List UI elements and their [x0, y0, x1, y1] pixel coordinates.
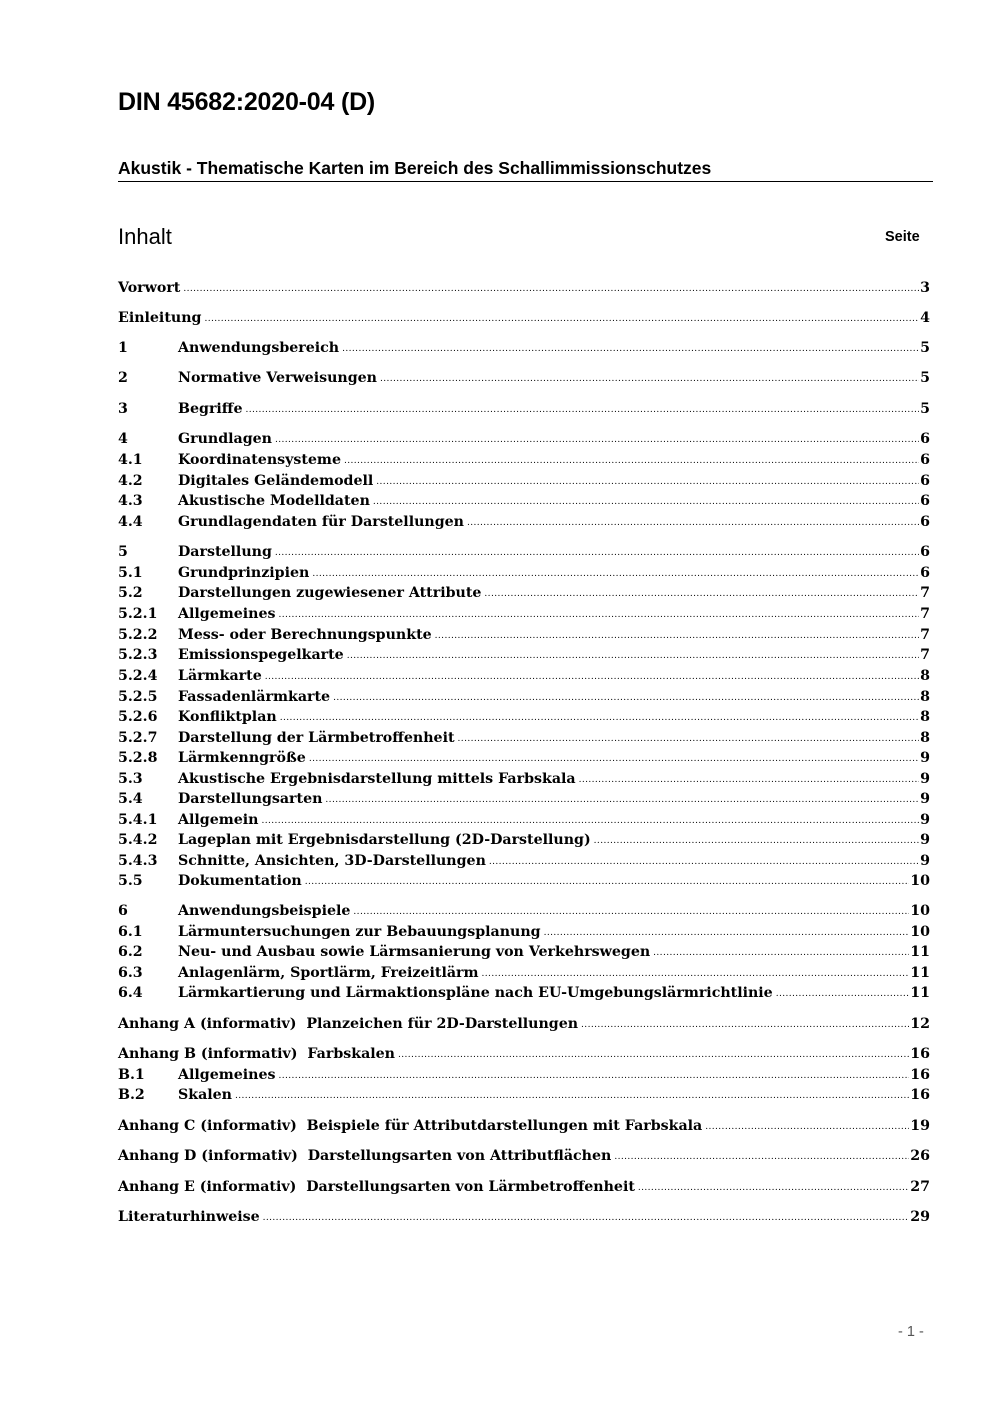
- toc-entry-page: 10: [910, 873, 930, 889]
- toc-entry-page: 5: [920, 340, 930, 356]
- toc-entry[interactable]: [118, 544, 930, 564]
- toc-entry-label: Lärmuntersuchungen zur Bebauungsplanung: [178, 924, 541, 940]
- toc-dot-leader: [458, 734, 920, 744]
- toc-entry-page: 12: [910, 1016, 930, 1032]
- toc-entry-number: 4.4: [118, 514, 143, 530]
- toc-dot-leader: [183, 284, 919, 294]
- toc-dot-leader: [279, 1071, 910, 1081]
- toc-entry-number: 5.4: [118, 791, 143, 807]
- toc-entry-label: Grundprinzipien: [178, 565, 310, 581]
- toc-dot-leader: [380, 374, 919, 384]
- toc-entry-page: 8: [920, 689, 930, 705]
- toc-entry-label: Anhang E (informativ) Darstellungsarten von Lärmbetroffenheit: [118, 1179, 635, 1195]
- toc-dot-leader: [373, 497, 919, 507]
- toc-entry-label: Konfliktplan: [178, 709, 277, 725]
- toc-entry[interactable]: [118, 812, 930, 832]
- toc-entry-number: 5.4.1: [118, 812, 158, 828]
- toc-entry-label: Anhang D (informativ) Darstellungsarten von Attributflächen: [118, 1148, 612, 1164]
- toc-entry[interactable]: [118, 565, 930, 585]
- toc-dot-leader: [309, 754, 919, 764]
- toc-entry-page: 27: [910, 1179, 930, 1195]
- toc-entry[interactable]: [118, 627, 930, 647]
- toc-entry-label: Vorwort: [118, 280, 181, 296]
- toc-entry[interactable]: [118, 689, 930, 709]
- toc-entry[interactable]: [118, 965, 930, 985]
- toc-dot-leader: [653, 948, 909, 958]
- toc-entry[interactable]: [118, 771, 930, 791]
- toc-entry-label: Lärmkarte: [178, 668, 262, 684]
- toc-dot-leader: [376, 477, 919, 487]
- toc-entry-label: Allgemeines: [178, 606, 276, 622]
- toc-entry-page: 11: [910, 944, 930, 960]
- toc-entry-label: Darstellung: [178, 544, 272, 560]
- toc-entry-page: 26: [910, 1148, 930, 1164]
- toc-entry-number: 4.2: [118, 473, 143, 489]
- toc-entry-number: 5.2.6: [118, 709, 158, 725]
- toc-entry[interactable]: [118, 668, 930, 688]
- toc-entry-page: 6: [920, 431, 930, 447]
- toc-entry-page: 9: [920, 771, 930, 787]
- toc-entry-number: 4: [118, 431, 128, 447]
- document-title: DIN 45682:2020-04 (D): [118, 88, 376, 116]
- toc-entry-number: 2: [118, 370, 128, 386]
- toc-entry-label: Anlagenlärm, Sportlärm, Freizeitlärm: [178, 965, 479, 981]
- toc-dot-leader: [594, 836, 919, 846]
- toc-entry-label: Dokumentation: [178, 873, 302, 889]
- toc-entry-page: 6: [920, 452, 930, 468]
- toc-dot-leader: [261, 816, 919, 826]
- toc-entry-number: 5.2.1: [118, 606, 158, 622]
- toc-entry-label: Einleitung: [118, 310, 202, 326]
- toc-entry-number: 6.3: [118, 965, 143, 981]
- toc-dot-leader: [305, 877, 910, 887]
- toc-entry-page: 8: [920, 668, 930, 684]
- toc-entry-number: B.2: [118, 1087, 145, 1103]
- toc-entry-number: 5.2.2: [118, 627, 158, 643]
- toc-entry[interactable]: [118, 853, 930, 873]
- toc-entry-page: 10: [910, 924, 930, 940]
- toc-entry-label: Skalen: [178, 1087, 232, 1103]
- toc-entry-page: 16: [910, 1067, 930, 1083]
- toc-entry-page: 7: [920, 585, 930, 601]
- toc-entry-number: 5.3: [118, 771, 143, 787]
- toc-dot-leader: [265, 672, 919, 682]
- toc-entry-number: 5.4.2: [118, 832, 158, 848]
- toc-entry[interactable]: [118, 903, 930, 923]
- toc-entry-page: 7: [920, 627, 930, 643]
- toc-entry-label: Grundlagen: [178, 431, 272, 447]
- toc-entry[interactable]: [118, 924, 930, 944]
- toc-entry-label: Akustische Ergebnisdarstellung mittels Farbskala: [178, 771, 576, 787]
- toc-entry-page: 3: [920, 280, 930, 296]
- toc-entry-number: 6.1: [118, 924, 143, 940]
- toc-entry-label: Anwendungsbereich: [178, 340, 340, 356]
- toc-entry-number: 6.4: [118, 985, 143, 1001]
- toc-entry[interactable]: [118, 401, 930, 421]
- toc-dot-leader: [325, 795, 919, 805]
- toc-entry[interactable]: [118, 944, 930, 964]
- toc-entry[interactable]: [118, 832, 930, 852]
- toc-entry[interactable]: [118, 1118, 930, 1138]
- toc-entry-page: 5: [920, 401, 930, 417]
- toc-entry[interactable]: [118, 340, 930, 360]
- toc-entry-page: 11: [910, 985, 930, 1001]
- toc-entry-label: Grundlagendaten für Darstellungen: [178, 514, 464, 530]
- toc-entry[interactable]: [118, 280, 930, 300]
- toc-dot-leader: [435, 631, 919, 641]
- toc-entry-number: 5: [118, 544, 128, 560]
- document-subtitle: Akustik - Thematische Karten im Bereich des Schallimmissionschutzes: [118, 158, 933, 182]
- toc-entry[interactable]: [118, 431, 930, 451]
- toc-entry-label: Neu- und Ausbau sowie Lärmsanierung von Verkehrswegen: [178, 944, 651, 960]
- toc-entry[interactable]: [118, 1148, 930, 1168]
- toc-entry-label: Allgemeines: [178, 1067, 276, 1083]
- toc-entry-label: Lärmkartierung und Lärmaktionspläne nach EU-Umgebungslärmrichtlinie: [178, 985, 773, 1001]
- toc-entry-label: Lärmkenngröße: [178, 750, 306, 766]
- toc-entry-number: 5.2: [118, 585, 143, 601]
- toc-entry-label: Emissionspegelkarte: [178, 647, 344, 663]
- toc-entry-number: 1: [118, 340, 128, 356]
- toc-entry-page: 7: [920, 606, 930, 622]
- toc-entry-label: Anhang A (informativ) Planzeichen für 2D-Darstellungen: [118, 1016, 579, 1032]
- toc-entry-number: 5.2.7: [118, 730, 158, 746]
- toc-entry-page: 6: [920, 514, 930, 530]
- toc-entry-page: 6: [920, 565, 930, 581]
- toc-entry-page: 9: [920, 853, 930, 869]
- toc-dot-leader: [204, 314, 919, 324]
- toc-dot-leader: [398, 1050, 909, 1060]
- toc-entry-number: 5.2.5: [118, 689, 158, 705]
- toc-dot-leader: [275, 435, 919, 445]
- toc-entry-label: Begriffe: [178, 401, 243, 417]
- toc-entry-label: Akustische Modelldaten: [178, 493, 370, 509]
- toc-entry-number: 5.2.3: [118, 647, 158, 663]
- toc-entry[interactable]: [118, 647, 930, 667]
- toc-dot-leader: [705, 1122, 909, 1132]
- toc-entry[interactable]: [118, 1179, 930, 1199]
- toc-entry[interactable]: [118, 310, 930, 330]
- toc-entry[interactable]: [118, 452, 930, 472]
- toc-entry-page: 29: [910, 1209, 930, 1225]
- toc-dot-leader: [484, 589, 919, 599]
- toc-entry-page: 6: [920, 544, 930, 560]
- toc-entry-label: Darstellungen zugewiesener Attribute: [178, 585, 482, 601]
- toc-entry-page: 11: [910, 965, 930, 981]
- toc-entry-page: 8: [920, 709, 930, 725]
- toc-dot-leader: [275, 548, 919, 558]
- toc-entry-number: 6: [118, 903, 128, 919]
- toc-entry-page: 7: [920, 647, 930, 663]
- toc-dot-leader: [581, 1020, 909, 1030]
- toc-entry-number: 6.2: [118, 944, 143, 960]
- toc-entry-label: Anhang B (informativ) Farbskalen: [118, 1046, 396, 1062]
- toc-entry-label: Lageplan mit Ergebnisdarstellung (2D-Darstellung): [178, 832, 591, 848]
- toc-entry-page: 9: [920, 832, 930, 848]
- toc-entry-label: Anwendungsbeispiele: [178, 903, 351, 919]
- toc-entry[interactable]: [118, 985, 930, 1005]
- toc-dot-leader: [579, 775, 920, 785]
- toc-dot-leader: [333, 693, 919, 703]
- toc-dot-leader: [312, 569, 919, 579]
- toc-entry-label: Koordinatensysteme: [178, 452, 341, 468]
- toc-dot-leader: [353, 907, 909, 917]
- toc-entry[interactable]: [118, 709, 930, 729]
- toc-entry-number: 5.5: [118, 873, 143, 889]
- toc-heading: Inhalt: [118, 224, 172, 249]
- toc-dot-leader: [544, 928, 910, 938]
- toc-entry-page: 4: [920, 310, 930, 326]
- toc-dot-leader: [614, 1152, 909, 1162]
- toc-dot-leader: [235, 1091, 909, 1101]
- toc-dot-leader: [776, 989, 910, 999]
- toc-entry[interactable]: [118, 370, 930, 390]
- toc-entry[interactable]: [118, 585, 930, 605]
- toc-entry[interactable]: [118, 873, 930, 893]
- toc-entry-number: 4.1: [118, 452, 143, 468]
- toc-entry-label: Fassadenlärmkarte: [178, 689, 331, 705]
- toc-dot-leader: [344, 456, 919, 466]
- toc-entry[interactable]: [118, 1046, 930, 1066]
- toc-entry-page: 9: [920, 791, 930, 807]
- toc-dot-leader: [489, 857, 919, 867]
- toc-entry[interactable]: [118, 1087, 930, 1107]
- toc-entry-page: 16: [910, 1046, 930, 1062]
- toc-entry-page: 10: [910, 903, 930, 919]
- toc-entry-label: Schnitte, Ansichten, 3D-Darstellungen: [178, 853, 486, 869]
- toc-page-column-label: Seite: [885, 229, 920, 245]
- toc-entry-label: Digitales Geländemodell: [178, 473, 374, 489]
- toc-entry-page: 9: [920, 750, 930, 766]
- toc-entry-page: 5: [920, 370, 930, 386]
- toc-entry-label: Anhang C (informativ) Beispiele für Attributdarstellungen mit Farbskala: [118, 1118, 703, 1134]
- toc-entry[interactable]: [118, 1067, 930, 1087]
- toc-dot-leader: [263, 1213, 910, 1223]
- toc-entry-label: Literaturhinweise: [118, 1209, 260, 1225]
- toc-entry-label: Allgemein: [178, 812, 259, 828]
- toc-entry[interactable]: [118, 473, 930, 493]
- toc-entry-page: 9: [920, 812, 930, 828]
- toc-dot-leader: [279, 610, 920, 620]
- toc-entry-label: Darstellungsarten: [178, 791, 323, 807]
- toc-dot-leader: [280, 713, 919, 723]
- toc-entry-number: 5.2.8: [118, 750, 158, 766]
- toc-entry-label: Mess- oder Berechnungspunkte: [178, 627, 432, 643]
- toc-entry[interactable]: [118, 750, 930, 770]
- toc-entry-number: 3: [118, 401, 128, 417]
- toc-entry[interactable]: [118, 514, 930, 534]
- toc-entry-label: Normative Verweisungen: [178, 370, 377, 386]
- toc-entry[interactable]: [118, 606, 930, 626]
- toc-entry[interactable]: [118, 1016, 930, 1036]
- toc-dot-leader: [638, 1183, 909, 1193]
- toc-dot-leader: [482, 969, 910, 979]
- toc-entry-page: 16: [910, 1087, 930, 1103]
- toc-entry[interactable]: [118, 791, 930, 811]
- page-number: - 1 -: [898, 1324, 924, 1340]
- toc-dot-leader: [467, 518, 919, 528]
- toc-dot-leader: [347, 651, 919, 661]
- toc-entry-label: Darstellung der Lärmbetroffenheit: [178, 730, 455, 746]
- toc-dot-leader: [245, 405, 919, 415]
- toc-entry[interactable]: [118, 1209, 930, 1229]
- toc-entry-number: 4.3: [118, 493, 143, 509]
- toc-entry-page: 6: [920, 493, 930, 509]
- toc-entry-page: 6: [920, 473, 930, 489]
- toc-dot-leader: [342, 344, 919, 354]
- toc-entry-page: 8: [920, 730, 930, 746]
- toc-entry-number: 5.4.3: [118, 853, 158, 869]
- toc-entry-page: 19: [910, 1118, 930, 1134]
- toc-entry[interactable]: [118, 493, 930, 513]
- toc-entry-number: 5.2.4: [118, 668, 158, 684]
- toc-entry[interactable]: [118, 730, 930, 750]
- toc-entry-number: 5.1: [118, 565, 143, 581]
- toc-entry-number: B.1: [118, 1067, 145, 1083]
